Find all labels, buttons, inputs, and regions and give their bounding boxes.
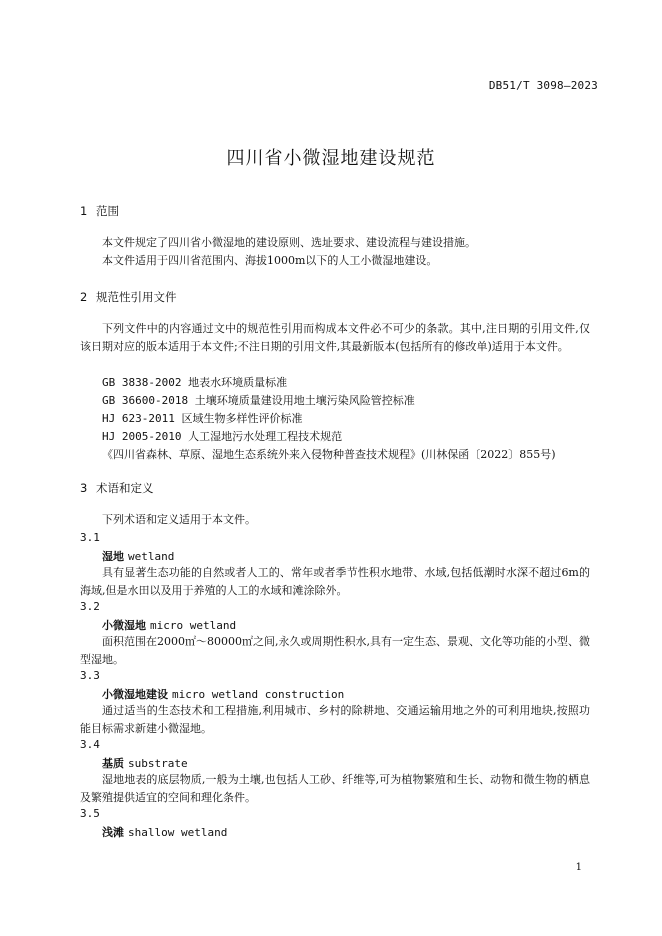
clause-number: 3.4 <box>80 738 100 751</box>
reference-item: HJ 2005-2010 人工湿地污水处理工程技术规范 <box>102 430 343 443</box>
clause-number: 3.3 <box>80 669 100 682</box>
clause-number: 3.1 <box>80 531 100 544</box>
paragraph: 下列文件中的内容通过文中的规范性引用而构成本文件必不可少的条款。其中,注日期的引用文件,仅该日期对应的版本适用于本文件;不注日期的引用文件,其最新版本(包括所有的修改单)适用于本文件。 <box>80 322 590 353</box>
term-definition: 通过适当的生态技术和工程措施,利用城市、乡村的除耕地、交通运输用地之外的可利用地块,按照功能目标需求新建小微湿地。 <box>80 704 590 735</box>
clause-number: 3.2 <box>80 600 100 613</box>
term-entry: 湿地 wetland <box>102 550 175 563</box>
section-heading-1: 1 范围 <box>80 204 119 218</box>
term-definition: 面积范围在2000㎡～80000㎡之间,永久或周期性积水,具有一定生态、景观、文化等功能的小型、微型湿地。 <box>80 635 590 666</box>
standard-code: DB51/T 3098—2023 <box>488 79 598 92</box>
paragraph: 本文件规定了四川省小微湿地的建设原则、选址要求、建设流程与建设措施。 <box>102 236 476 249</box>
term-definition: 湿地地表的底层物质,一般为土壤,也包括人工砂、纤维等,可为植物繁殖和生长、动物和微生物的栖息及繁殖提供适宜的空间和理化条件。 <box>80 773 590 804</box>
document-title: 四川省小微湿地建设规范 <box>226 148 436 169</box>
paragraph: 本文件适用于四川省范围内、海拔1000m以下的人工小微湿地建设。 <box>102 254 438 267</box>
term-entry: 基质 substrate <box>102 757 188 770</box>
section-heading-3: 3 术语和定义 <box>80 481 154 495</box>
term-entry: 小微湿地建设 micro wetland construction <box>102 688 345 701</box>
page-number: 1 <box>575 862 582 873</box>
term-definition: 具有显著生态功能的自然或者人工的、常年或者季节性积水地带、水域,包括低潮时水深不超过6m的海域,但是水田以及用于养殖的人工的水域和滩涂除外。 <box>80 566 590 597</box>
reference-item: GB 3838-2002 地表水环境质量标准 <box>102 376 288 389</box>
paragraph: 下列术语和定义适用于本文件。 <box>102 513 256 526</box>
section-heading-2: 2 规范性引用文件 <box>80 290 177 304</box>
reference-item: 《四川省森林、草原、湿地生态系统外来入侵物种普查技术规程》(川林保函〔2022〕855号) <box>102 448 556 461</box>
clause-number: 3.5 <box>80 807 100 820</box>
term-entry: 浅滩 shallow wetland <box>102 826 228 839</box>
reference-item: GB 36600-2018 土壤环境质量建设用地土壤污染风险管控标准 <box>102 394 415 407</box>
term-entry: 小微湿地 micro wetland <box>102 619 237 632</box>
reference-item: HJ 623-2011 区域生物多样性评价标准 <box>102 412 303 425</box>
